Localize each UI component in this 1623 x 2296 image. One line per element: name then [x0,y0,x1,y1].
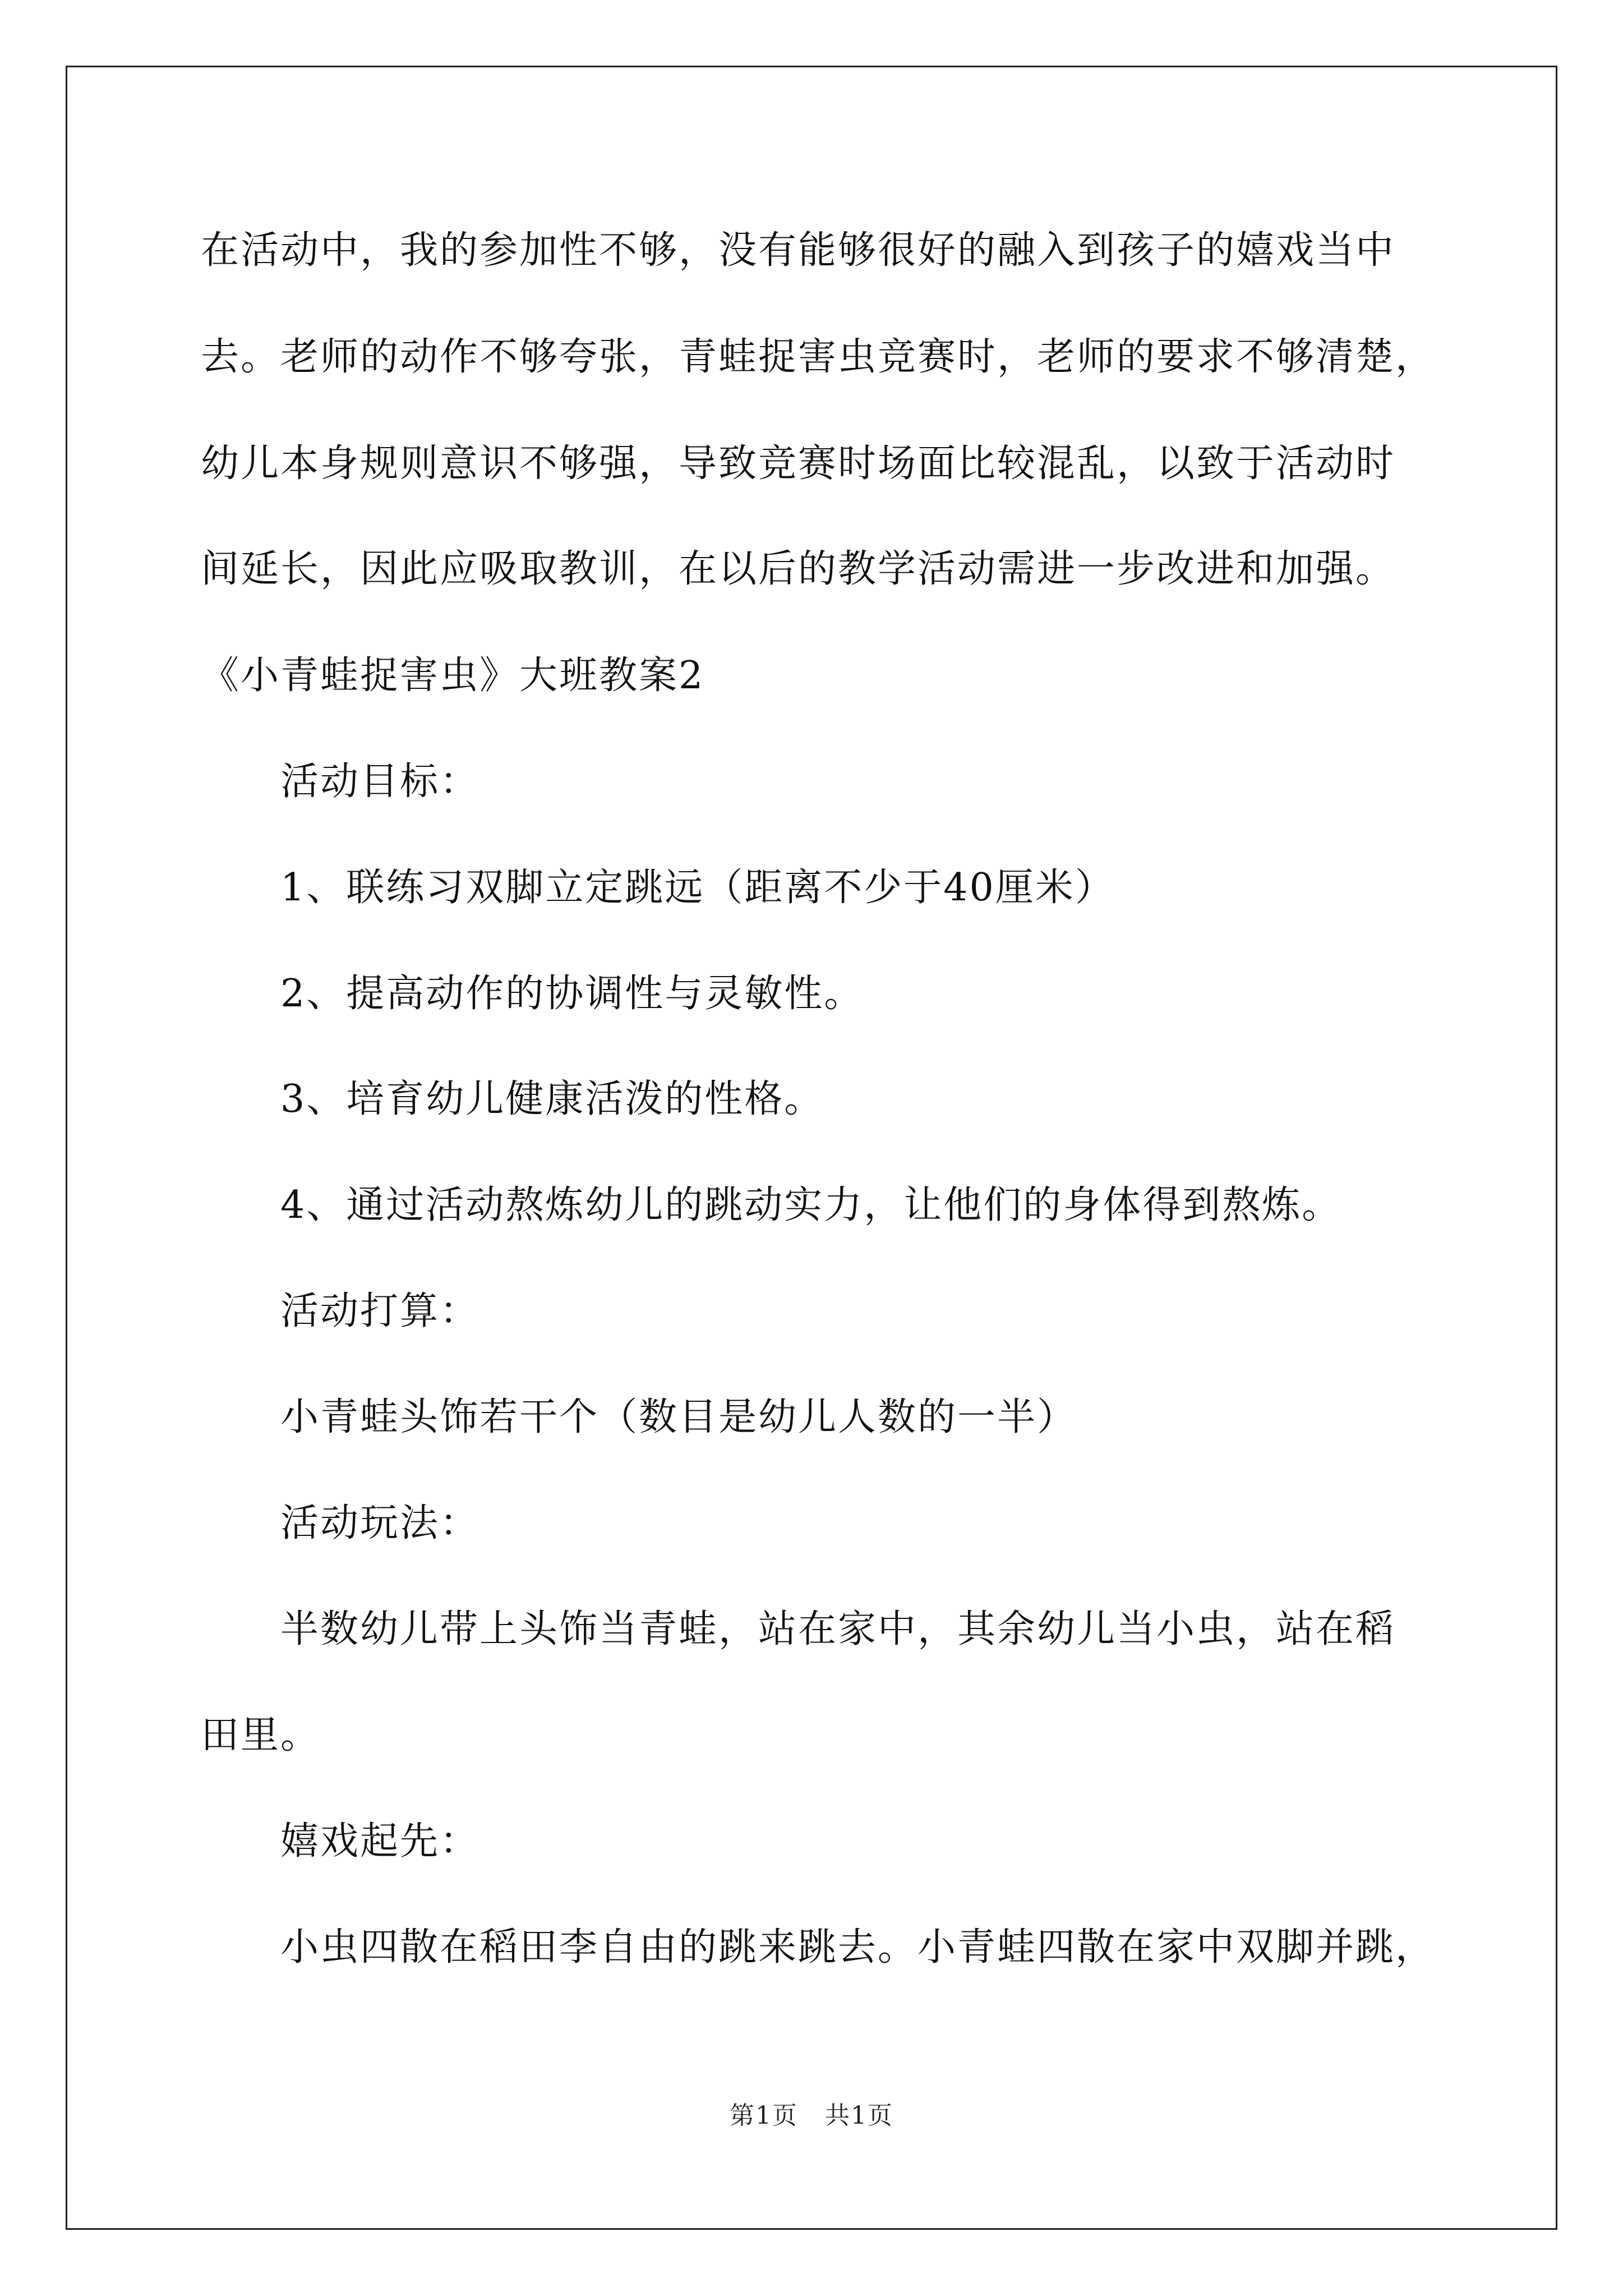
page-total: 共1页 [825,2101,893,2130]
heading-activity-prep: 活动打算： [280,1289,480,1333]
text-line-3: 幼儿本身规则意识不够强，导致竞赛时场面比较混乱，以致于活动时 [201,441,1396,486]
page-footer [0,2099,1623,2133]
text-line-4: 间延长，因此应吸取教训，在以后的教学活动需进一步改进和加强。 [201,547,1396,591]
heading-activity-play: 活动玩法： [280,1501,480,1545]
text-line-2: 去。老师的动作不够夸张，青蛙捉害虫竞赛时，老师的要求不够清楚， [201,335,1436,379]
page-number: 第1页 [730,2101,798,2130]
heading-activity-goals: 活动目标： [280,760,480,804]
play-text-line-2: 田里。 [201,1713,321,1757]
prep-item: 小青蛙头饰若干个（数目是幼儿人数的一半） [280,1395,1077,1439]
goal-item-3: 3、培育幼儿健康活泼的性格。 [280,1077,824,1121]
text-line-1: 在活动中，我的参加性不够，没有能够很好的融入到孩子的嬉戏当中 [201,228,1396,273]
goal-item-4: 4、通过活动熬炼幼儿的跳动实力，让他们的身体得到熬炼。 [280,1183,1342,1227]
heading-game-start: 嬉戏起先： [280,1819,480,1864]
section-heading: 《小青蛙捉害虫》大班教案2 [201,654,705,698]
goal-item-2: 2、提高动作的协调性与灵敏性。 [280,972,864,1016]
goal-item-1: 1、联练习双脚立定跳远（距离不少于40厘米） [280,866,1115,910]
page-border [66,66,1557,2230]
game-text-line-1: 小虫四散在稻田李自由的跳来跳去。小青蛙四散在家中双脚并跳， [280,1925,1436,1970]
play-text-line-1: 半数幼儿带上头饰当青蛙，站在家中，其余幼儿当小虫，站在稻 [280,1607,1396,1651]
